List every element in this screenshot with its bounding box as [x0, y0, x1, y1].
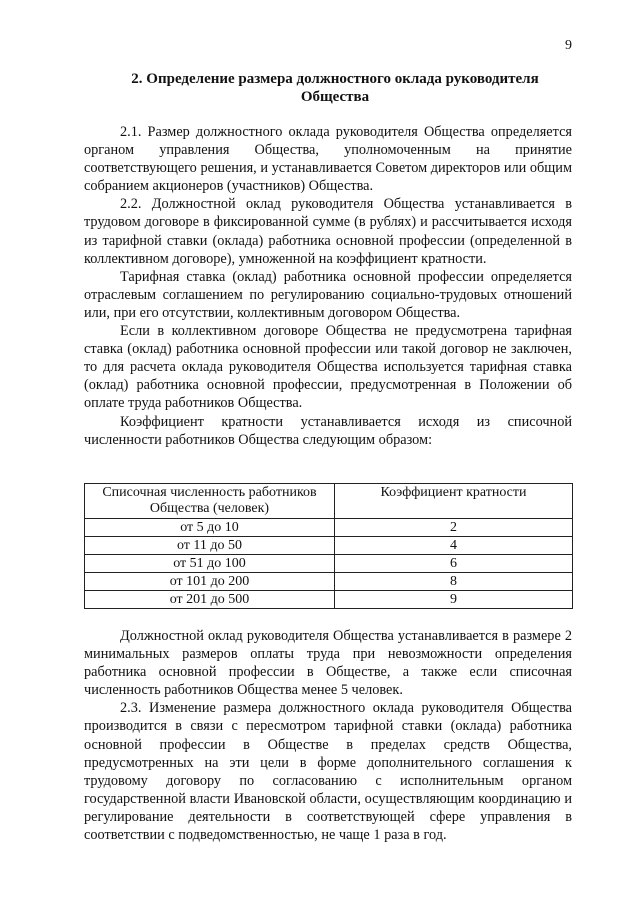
coefficient-cell: 4: [335, 537, 573, 555]
paragraph-collective-agreement: Если в коллективном договоре Общества не предусмотрена тарифная ставка (оклад) работника основной профессии или такой договор не заключен, то для расчета оклада руководителя Общества используется тарифная ставка (оклад) работника основной профессии, предусмотренная в Положении об оплате труда работников Общества.: [84, 323, 572, 412]
paragraph-tariff-rate: Тарифная ставка (оклад) работника основной профессии определяется отраслевым соглашением по регулированию социально-трудовых отношений или, при его отсутствии, коллективным договором Общества.: [84, 268, 572, 321]
headcount-range-cell: от 51 до 100: [85, 555, 335, 573]
headcount-range-cell: от 101 до 200: [85, 573, 335, 591]
coefficient-cell: 6: [335, 555, 573, 573]
page-number: 9: [565, 38, 572, 53]
text-block-bottom: [84, 627, 572, 844]
table-row: [85, 555, 573, 573]
table-row: [85, 591, 573, 609]
paragraph-2-3: 2.3. Изменение размера должностного оклада руководителя Общества производится в связи с пересмотром тарифной ставки (оклада) работника основной профессии в Обществе в пределах средств Общества, предусмотренных на эти цели в форме дополнительного соглашения к трудовому договору по согласованию с исполнительным органом государственной власти Ивановской области, осуществляющим координацию и регулирование деятельности в соответствующей сфере управления в соответствии с подведомственностью, не чаще 1 раза в год.: [84, 700, 572, 844]
header-coefficient: Коэффициент кратности: [335, 484, 573, 519]
coefficient-cell: 2: [335, 519, 573, 537]
paragraph-coefficient-intro: Коэффициент кратности устанавливается исходя из списочной численности работников Общества следующим образом:: [84, 413, 572, 448]
table-header-row: [85, 484, 573, 519]
coefficient-cell: 8: [335, 573, 573, 591]
section-title: 2. Определение размера должностного оклада руководителя Общества: [131, 71, 539, 105]
coefficient-table: [84, 483, 573, 609]
headcount-range-cell: от 201 до 500: [85, 591, 335, 609]
headcount-range-cell: от 5 до 10: [85, 519, 335, 537]
coefficient-cell: 9: [335, 591, 573, 609]
header-headcount: Списочная численность работников Общества (человек): [85, 484, 335, 519]
paragraph-2-2: 2.2. Должностной оклад руководителя Общества устанавливается в трудовом договоре в фиксированной сумме (в рублях) и рассчитывается исходя из тарифной ставки (оклада) работника основной профессии (определенной в коллективном договоре), умноженной на коэффициент кратности.: [84, 196, 572, 267]
paragraph-2-1: 2.1. Размер должностного оклада руководителя Общества определяется органом управления Общества, уполномоченным на принятие соответствующего решения, и устанавливается Советом директоров или общим собранием акционеров (участников) Общества.: [84, 124, 572, 195]
table-row: [85, 519, 573, 537]
headcount-range-cell: от 11 до 50: [85, 537, 335, 555]
table-row: [85, 573, 573, 591]
text-block-top: [84, 123, 572, 449]
table-row: [85, 537, 573, 555]
paragraph-minimum-wage: Должностной оклад руководителя Общества устанавливается в размере 2 минимальных размеров оплаты труда при невозможности определения работника основной профессии в Обществе, а также если списочная численность работников Общества менее 5 человек.: [84, 628, 572, 699]
